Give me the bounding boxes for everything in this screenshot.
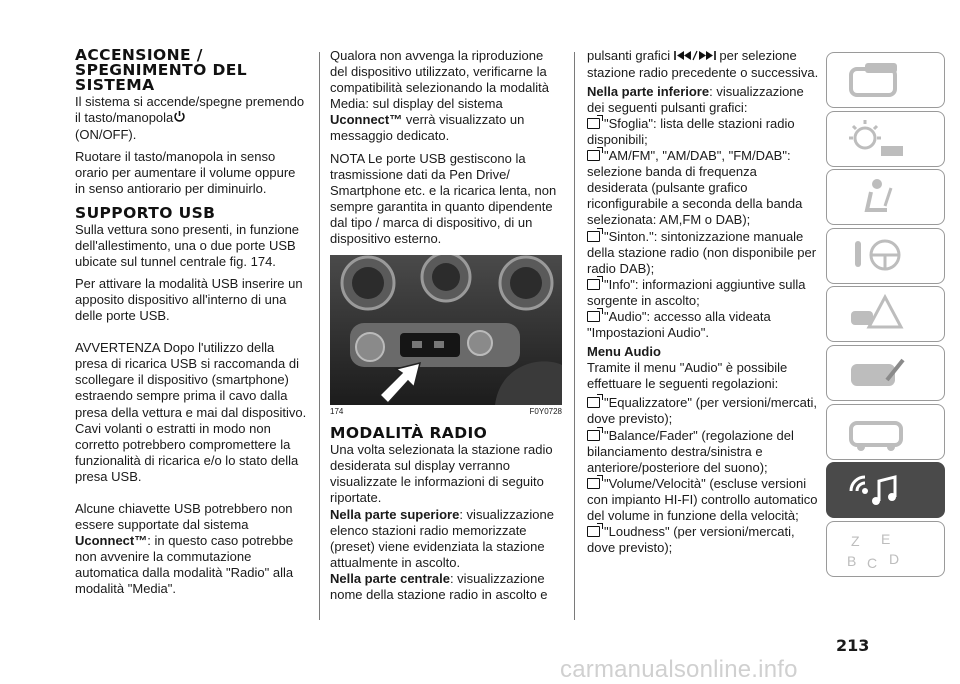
center-part-label: Nella parte centrale xyxy=(330,570,450,586)
heading-menu-audio: Menu Audio xyxy=(587,344,661,360)
paragraph-usb-keys xyxy=(75,501,308,598)
list-item-text: "Equalizzatore" (per versioni/mercati, dove previsto); xyxy=(587,395,817,427)
external-link-icon xyxy=(587,150,600,161)
tab-dashboard[interactable] xyxy=(826,52,945,108)
heading-accensione: ACCENSIONE / SPEGNIMENTO DEL SISTEMA xyxy=(75,46,248,94)
graphic-buttons-text-2: per selezione stazione radio precedente o successiva. xyxy=(587,48,819,80)
list-item-text: "Loudness" (per versioni/mercati, dove previsto); xyxy=(587,524,795,556)
column-3 xyxy=(587,48,820,556)
svg-text:D: D xyxy=(889,550,900,567)
figure-code: F0Y0728 xyxy=(529,407,562,417)
svg-text:B: B xyxy=(847,552,857,569)
tab-maintenance[interactable] xyxy=(826,345,945,401)
car-specs-icon xyxy=(837,409,937,457)
paragraph-note: NOTA Le porte USB gestiscono la trasmissione dati da Pen Drive/ Smartphone etc. e la ricarica lenta, non sempre garantita in quanto dipendente dal tipo / marca di dispositivo, di un dispositivo esterno. xyxy=(330,150,557,247)
list-item-text: "Volume/Velocità" (escluse versioni con impianto HI-FI) controllo automatico del volume in funzione della velocità; xyxy=(587,475,818,524)
watermark: carmanualsonline.info xyxy=(560,656,798,683)
usb-port-photo xyxy=(330,255,562,405)
top-part-text: : visualizzazione elenco stazioni radio memorizzate (preset) viene evidenziata la stazione attualmente in ascolto. xyxy=(330,506,554,570)
svg-text:E: E xyxy=(881,530,891,547)
list-item-text: "Sfoglia": lista delle stazioni radio disponibili; xyxy=(587,115,795,147)
paragraph-graphic-buttons xyxy=(587,48,820,81)
list-item xyxy=(587,277,820,309)
emergency-warning-icon xyxy=(837,291,937,339)
list-item xyxy=(587,309,820,341)
list-item xyxy=(587,116,820,148)
tab-warning-lights[interactable] xyxy=(826,111,945,167)
wrench-car-icon xyxy=(837,350,937,398)
external-link-icon xyxy=(587,430,600,441)
figure-number: 174 xyxy=(330,407,344,417)
paragraph-volume: Ruotare il tasto/manopola in senso orario per aumentare il volume oppure in senso antiorario per diminuirlo. xyxy=(75,149,296,197)
column-divider-1 xyxy=(319,52,320,620)
heading-usb: SUPPORTO USB xyxy=(75,203,216,222)
external-link-icon xyxy=(587,397,600,408)
list-item-text: "Info": informazioni aggiuntive sulla sorgente in ascolto; xyxy=(587,276,806,308)
svg-text:C: C xyxy=(867,554,878,571)
list-item-text: "Sinton.": sintonizzazione manuale della stazione radio (non disponibile per radio DAB); xyxy=(587,228,817,276)
prev-next-icon xyxy=(674,49,716,65)
index-letters-icon xyxy=(837,526,937,574)
paragraph-warning: AVVERTENZA Dopo l'utilizzo della presa di ricarica USB si raccomanda di scollegare il dispositivo (smartphone) estraendo sempre prima il cavo dalla presa della vettura e mai dal dispositivo. Cavi volanti o estratti in modo non corretto potrebbero compromettere la funzionalità di ricarica e/o lo stato della presa USB. xyxy=(75,340,307,484)
tab-starting[interactable] xyxy=(826,228,945,284)
power-text: Il sistema si accende/spegne premendo il tasto/manopola xyxy=(75,94,305,126)
uconnect-brand: Uconnect™ xyxy=(75,533,148,549)
list-item-text: "Balance/Fader" (regolazione del bilanciamento destra/sinistra e anteriore/posteriore del suono); xyxy=(587,427,794,475)
warning-lights-icon xyxy=(837,116,937,164)
chapter-tabs xyxy=(826,52,945,579)
list-item xyxy=(587,148,820,228)
svg-text:Z: Z xyxy=(851,532,860,549)
center-part-text: : visualizzazione nome della stazione radio in ascolto e xyxy=(330,570,548,602)
paragraph-bottom-part xyxy=(587,84,820,116)
column-1 xyxy=(75,48,308,598)
external-link-icon xyxy=(587,279,600,290)
paragraph-usb-ports: Sulla vettura sono presenti, in funzione dell'allestimento, una o due porte USB ubicate sul tunnel centrale fig. 174. xyxy=(75,221,300,269)
figure-caption xyxy=(330,407,562,416)
power-icon xyxy=(173,110,186,127)
paragraph-radio: Una volta selezionata la stazione radio desiderata sul display verranno visualizzate le informazioni di seguito riportate. xyxy=(330,442,553,506)
tab-multimedia[interactable] xyxy=(826,462,945,518)
airbag-seat-icon xyxy=(837,174,937,222)
car-dashboard-icon xyxy=(837,57,937,105)
bottom-part-text: : visualizzazione dei seguenti pulsanti grafici: xyxy=(587,83,804,115)
power-onoff: (ON/OFF). xyxy=(75,127,137,143)
tab-emergency[interactable] xyxy=(826,286,945,342)
tab-safety[interactable] xyxy=(826,169,945,225)
media-text: Qualora non avvenga la riproduzione del dispositivo utilizzato, verificarne la compatibilità selezionando la modalità Media: sul display del sistema xyxy=(330,48,549,112)
multimedia-music-icon xyxy=(837,467,937,515)
external-link-icon xyxy=(587,311,600,322)
graphic-buttons-text: pulsanti grafici xyxy=(587,48,671,63)
usb-keys-text-2: : in questo caso potrebbe non avvenire la commutazione automatica dalla modalità "Radio" alla modalità "Media". xyxy=(75,533,294,597)
paragraph-center-part xyxy=(330,571,562,603)
paragraph-usb-activate: Per attivare la modalità USB inserire un apposito dispositivo all'interno di una delle porte USB. xyxy=(75,275,303,324)
external-link-icon xyxy=(587,478,600,489)
paragraph-menu-audio: Tramite il menu "Audio" è possibile effettuare le seguenti regolazioni: xyxy=(587,360,788,392)
column-divider-2 xyxy=(574,52,575,620)
paragraph-power xyxy=(75,94,308,143)
button-list xyxy=(587,116,820,341)
external-link-icon xyxy=(587,118,600,129)
external-link-icon xyxy=(587,526,600,537)
usb-keys-text: Alcune chiavette USB potrebbero non essere supportate dal sistema xyxy=(75,500,293,533)
steering-key-icon xyxy=(837,233,937,281)
bottom-part-label: Nella parte inferiore xyxy=(587,83,710,99)
column-2 xyxy=(330,48,562,603)
list-item xyxy=(587,395,820,427)
external-link-icon xyxy=(587,231,600,242)
uconnect-brand-2: Uconnect™ xyxy=(330,112,403,128)
heading-radio: MODALITÀ RADIO xyxy=(330,424,488,443)
list-item xyxy=(587,524,820,556)
list-item xyxy=(587,476,820,524)
list-item-text: "AM/FM", "AM/DAB", "FM/DAB": selezione banda di frequenza desiderata (pulsante grafico riconfigurabile a seconda della banda selezionata: AM,FM o DAB); xyxy=(587,148,803,228)
tab-index[interactable] xyxy=(826,521,945,577)
page-number: 213 xyxy=(836,636,870,655)
list-item-text: "Audio": accesso alla videata "Impostazioni Audio". xyxy=(587,309,771,341)
paragraph-top-part xyxy=(330,507,562,571)
paragraph-media xyxy=(330,48,562,145)
list-item xyxy=(587,428,820,476)
top-part-label: Nella parte superiore xyxy=(330,506,460,522)
tab-technical-data[interactable] xyxy=(826,404,945,460)
list-item xyxy=(587,229,820,277)
media-text-2: verrà visualizzato un messaggio dedicato. xyxy=(330,112,525,144)
audio-settings-list xyxy=(587,395,820,556)
